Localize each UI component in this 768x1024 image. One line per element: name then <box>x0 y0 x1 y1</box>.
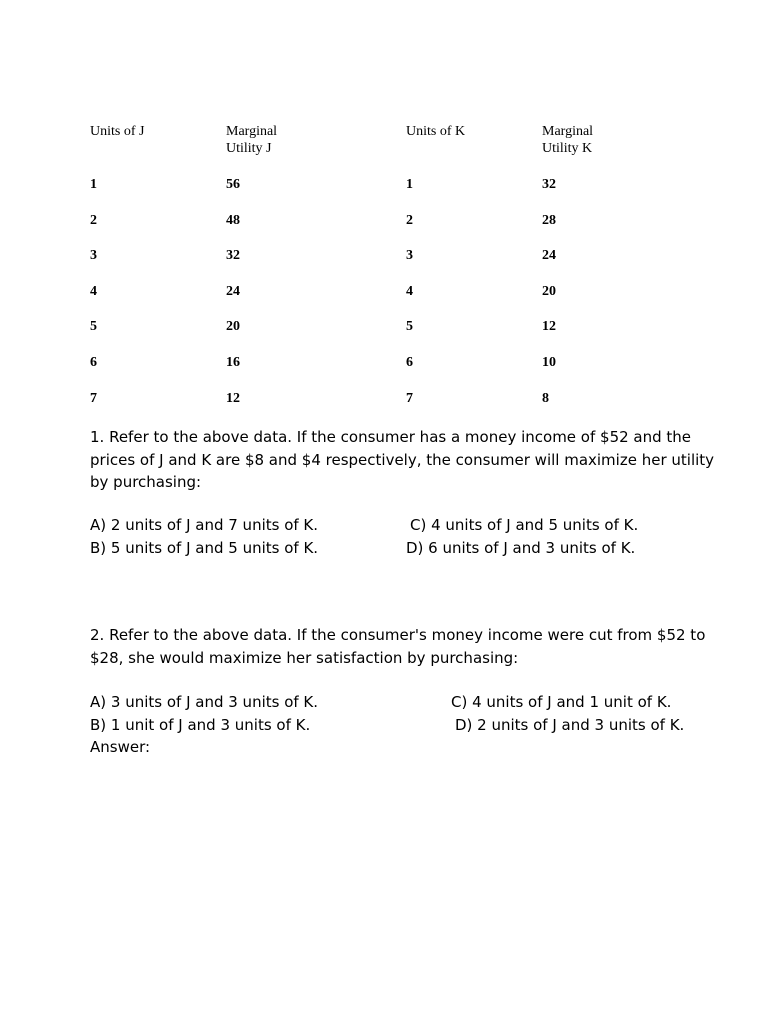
cell-units-k: 3 <box>406 248 413 263</box>
header-marginal-utility-k: Marginal Utility K <box>542 124 594 156</box>
cell-mu-j: 48 <box>226 213 240 228</box>
question-2-option-b: B) 1 unit of J and 3 units of K. <box>90 716 311 734</box>
cell-units-k: 2 <box>406 213 413 228</box>
cell-mu-k: 24 <box>542 248 556 263</box>
cell-units-k: 1 <box>406 177 413 192</box>
cell-units-j: 5 <box>90 319 97 334</box>
question-2-option-a: A) 3 units of J and 3 units of K. <box>90 693 319 711</box>
cell-mu-j: 20 <box>226 319 240 334</box>
cell-mu-j: 56 <box>226 177 240 192</box>
cell-units-k: 5 <box>406 319 413 334</box>
cell-units-j: 4 <box>90 284 97 299</box>
cell-mu-k: 28 <box>542 213 556 228</box>
question-1-option-a: A) 2 units of J and 7 units of K. <box>90 516 319 534</box>
cell-units-j: 1 <box>90 177 97 192</box>
question-1-option-b: B) 5 units of J and 5 units of K. <box>90 539 319 557</box>
cell-mu-j: 12 <box>226 391 240 406</box>
cell-units-j: 6 <box>90 355 97 370</box>
cell-mu-k: 20 <box>542 284 556 299</box>
question-1-option-c: C) 4 units of J and 5 units of K. <box>410 516 639 534</box>
cell-units-k: 4 <box>406 284 413 299</box>
question-1-text: 1. Refer to the above data. If the consumer has a money income of $52 and the prices of J and K are $8 and $4 respectively, the consumer will maximize her utility by purchasing: <box>90 428 715 491</box>
cell-mu-j: 16 <box>226 355 240 370</box>
cell-units-j: 2 <box>90 213 97 228</box>
header-units-k: Units of K <box>406 124 466 139</box>
cell-units-k: 7 <box>406 391 413 406</box>
header-units-j: Units of J <box>90 124 145 139</box>
answer-label: Answer: <box>90 738 151 756</box>
cell-mu-k: 32 <box>542 177 556 192</box>
question-2-option-c: C) 4 units of J and 1 unit of K. <box>451 693 672 711</box>
cell-units-k: 6 <box>406 355 413 370</box>
question-1-option-d: D) 6 units of J and 3 units of K. <box>406 539 636 557</box>
cell-mu-k: 8 <box>542 391 549 406</box>
cell-mu-j: 24 <box>226 284 240 299</box>
question-2-option-d: D) 2 units of J and 3 units of K. <box>455 716 685 734</box>
header-marginal-utility-j: Marginal Utility J <box>226 124 278 156</box>
cell-units-j: 7 <box>90 391 97 406</box>
cell-mu-j: 32 <box>226 248 240 263</box>
cell-mu-k: 10 <box>542 355 556 370</box>
cell-mu-k: 12 <box>542 319 556 334</box>
cell-units-j: 3 <box>90 248 97 263</box>
question-2-text: 2. Refer to the above data. If the consumer's money income were cut from $52 to $28, she would maximize her satisfaction by purchasing: <box>90 626 706 667</box>
